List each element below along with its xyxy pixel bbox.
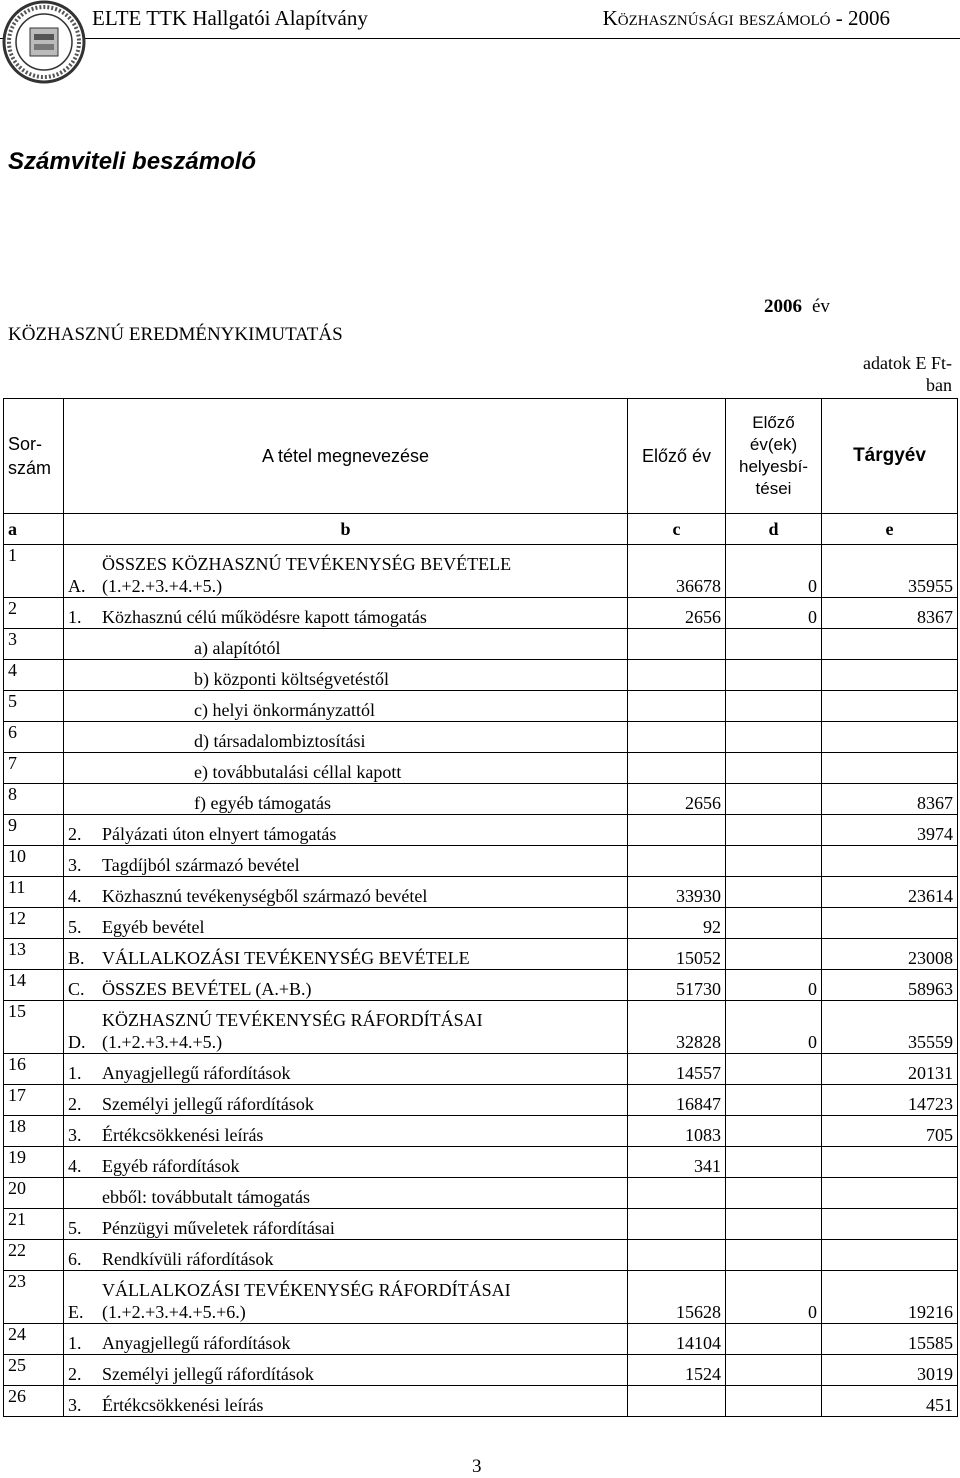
value-cur: 8367 [822, 784, 958, 815]
row-label-cell [64, 1085, 628, 1116]
value-prev: 14104 [628, 1324, 726, 1355]
row-number: 23 [4, 1271, 64, 1324]
value-prev [628, 846, 726, 877]
row-label-cell [64, 1054, 628, 1085]
value-adj [726, 1178, 822, 1209]
page-title: Számviteli beszámoló [8, 148, 257, 175]
value-adj [726, 1209, 822, 1240]
row-label: d) társadalombiztosítási [194, 731, 366, 751]
value-cur [822, 1209, 958, 1240]
row-number: 24 [4, 1324, 64, 1355]
row-label: Értékcsökkenési leírás [102, 1395, 264, 1415]
value-cur: 3019 [822, 1355, 958, 1386]
value-cur: 35955 [822, 545, 958, 598]
row-label: Pályázati úton elnyert támogatás [102, 824, 337, 844]
row-label-cell [64, 753, 628, 784]
row-label: ÖSSZES BEVÉTEL (A.+B.) [102, 979, 312, 999]
table-row [4, 939, 958, 970]
value-adj [726, 629, 822, 660]
value-prev: 51730 [628, 970, 726, 1001]
table-row [4, 1085, 958, 1116]
row-number: 13 [4, 939, 64, 970]
row-label-formula: (1.+2.+3.+4.+5.) [102, 576, 223, 596]
row-label-cell [64, 1355, 628, 1386]
row-label-cell [64, 939, 628, 970]
value-cur: 3974 [822, 815, 958, 846]
value-prev: 2656 [628, 598, 726, 629]
row-label: a) alapítótól [194, 638, 281, 658]
row-label: f) egyéb támogatás [194, 793, 331, 813]
value-cur: 14723 [822, 1085, 958, 1116]
university-seal-icon [2, 0, 86, 84]
row-label-cell [64, 598, 628, 629]
value-adj [726, 1355, 822, 1386]
value-prev [628, 722, 726, 753]
table-row [4, 1054, 958, 1085]
value-prev: 2656 [628, 784, 726, 815]
row-mark: 5. [68, 1218, 82, 1238]
row-number: 8 [4, 784, 64, 815]
row-label: Anyagjellegű ráfordítások [102, 1063, 291, 1083]
value-adj [726, 753, 822, 784]
row-label-cell [64, 1271, 628, 1324]
col-name: A tétel megnevezése [64, 399, 628, 514]
table-row [4, 908, 958, 939]
col-sorszam: Sor- szám [4, 399, 64, 514]
row-number: 4 [4, 660, 64, 691]
table-row [4, 598, 958, 629]
unit-note-line-2: ban [926, 375, 952, 395]
row-number: 12 [4, 908, 64, 939]
row-label: Pénzügyi műveletek ráfordításai [102, 1218, 335, 1238]
row-number: 11 [4, 877, 64, 908]
row-label: ÖSSZES KÖZHASZNÚ TEVÉKENYSÉG BEVÉTELE [102, 554, 512, 574]
table-row [4, 1209, 958, 1240]
value-prev [628, 1386, 726, 1417]
row-number: 6 [4, 722, 64, 753]
report-name: Közhasznúsági beszámoló - 2006 [602, 6, 890, 30]
value-prev [628, 753, 726, 784]
row-mark: E. [68, 1302, 84, 1322]
value-adj [726, 1324, 822, 1355]
value-adj [726, 660, 822, 691]
value-cur [822, 629, 958, 660]
row-label-cell [64, 1116, 628, 1147]
value-prev: 16847 [628, 1085, 726, 1116]
table-row [4, 1271, 958, 1324]
row-label-cell [64, 877, 628, 908]
value-prev [628, 660, 726, 691]
value-cur [822, 1147, 958, 1178]
row-label: Közhasznú tevékenységből származó bevétel [102, 886, 428, 906]
year-suffix: év [812, 296, 830, 317]
row-label: Személyi jellegű ráfordítások [102, 1364, 314, 1384]
table-row [4, 1178, 958, 1209]
value-adj [726, 1147, 822, 1178]
row-label-cell [64, 545, 628, 598]
year-value: 2006 [764, 296, 802, 317]
value-cur [822, 722, 958, 753]
income-statement-table [3, 398, 958, 1417]
table-row [4, 815, 958, 846]
row-mark: B. [68, 948, 85, 968]
value-adj [726, 815, 822, 846]
row-number: 3 [4, 629, 64, 660]
table-row [4, 1116, 958, 1147]
row-mark: 1. [68, 607, 82, 627]
value-adj [726, 784, 822, 815]
table-row [4, 1324, 958, 1355]
table-row [4, 753, 958, 784]
row-number: 16 [4, 1054, 64, 1085]
value-cur: 58963 [822, 970, 958, 1001]
value-cur: 705 [822, 1116, 958, 1147]
row-number: 22 [4, 1240, 64, 1271]
table-row [4, 629, 958, 660]
row-label-cell [64, 815, 628, 846]
row-number: 5 [4, 691, 64, 722]
row-label-cell [64, 1209, 628, 1240]
row-label: Értékcsökkenési leírás [102, 1125, 264, 1145]
row-label: e) továbbutalási céllal kapott [194, 762, 402, 782]
value-cur: 23008 [822, 939, 958, 970]
value-adj [726, 722, 822, 753]
col-adj: Előző év(ek) helyesbí- tései [726, 399, 822, 514]
row-number: 17 [4, 1085, 64, 1116]
value-prev [628, 691, 726, 722]
value-cur: 35559 [822, 1001, 958, 1054]
value-prev: 15628 [628, 1271, 726, 1324]
value-adj [726, 877, 822, 908]
value-cur [822, 691, 958, 722]
row-number: 15 [4, 1001, 64, 1054]
page-header [0, 0, 960, 39]
letter-e: e [822, 514, 958, 545]
table-row [4, 722, 958, 753]
value-prev: 15052 [628, 939, 726, 970]
row-label-cell [64, 1147, 628, 1178]
letter-d: d [726, 514, 822, 545]
row-label: KÖZHASZNÚ TEVÉKENYSÉG RÁFORDÍTÁSAI [102, 1010, 483, 1030]
row-label-cell [64, 846, 628, 877]
value-cur [822, 908, 958, 939]
row-number: 7 [4, 753, 64, 784]
value-adj: 0 [726, 1271, 822, 1324]
value-prev [628, 1209, 726, 1240]
row-mark: 2. [68, 1094, 82, 1114]
row-number: 20 [4, 1178, 64, 1209]
value-adj: 0 [726, 1001, 822, 1054]
row-label: Egyéb ráfordítások [102, 1156, 240, 1176]
row-label: VÁLLALKOZÁSI TEVÉKENYSÉG BEVÉTELE [102, 948, 470, 968]
row-mark: 2. [68, 824, 82, 844]
row-label: Rendkívüli ráfordítások [102, 1249, 274, 1269]
table-row [4, 660, 958, 691]
row-mark: 4. [68, 886, 82, 906]
row-label-cell [64, 722, 628, 753]
value-prev [628, 815, 726, 846]
row-label: Egyéb bevétel [102, 917, 205, 937]
value-adj: 0 [726, 545, 822, 598]
row-mark: 6. [68, 1249, 82, 1269]
value-prev: 14557 [628, 1054, 726, 1085]
value-adj [726, 908, 822, 939]
value-cur: 15585 [822, 1324, 958, 1355]
table-body [4, 545, 958, 1417]
table-row [4, 877, 958, 908]
row-label-cell [64, 1240, 628, 1271]
page-number: 3 [472, 1456, 482, 1477]
value-prev: 341 [628, 1147, 726, 1178]
value-prev [628, 1178, 726, 1209]
row-number: 21 [4, 1209, 64, 1240]
row-mark: 3. [68, 1125, 82, 1145]
value-cur: 451 [822, 1386, 958, 1417]
row-number: 14 [4, 970, 64, 1001]
row-number: 1 [4, 545, 64, 598]
row-number: 2 [4, 598, 64, 629]
value-prev: 92 [628, 908, 726, 939]
row-mark: 3. [68, 1395, 82, 1415]
value-adj [726, 1054, 822, 1085]
row-mark: 1. [68, 1333, 82, 1353]
value-prev: 36678 [628, 545, 726, 598]
table-row [4, 784, 958, 815]
row-label-cell [64, 908, 628, 939]
row-label: c) helyi önkormányzattól [194, 700, 375, 720]
col-prev: Előző év [628, 399, 726, 514]
col-current: Tárgyév [822, 399, 958, 514]
row-label-cell [64, 691, 628, 722]
table-row [4, 1355, 958, 1386]
letter-a: a [4, 514, 64, 545]
row-label: Anyagjellegű ráfordítások [102, 1333, 291, 1353]
row-number: 18 [4, 1116, 64, 1147]
row-mark: 2. [68, 1364, 82, 1384]
value-prev [628, 629, 726, 660]
value-adj: 0 [726, 598, 822, 629]
table-row [4, 970, 958, 1001]
value-prev: 1083 [628, 1116, 726, 1147]
row-label: Tagdíjból származó bevétel [102, 855, 300, 875]
row-label: ebből: továbbutalt támogatás [102, 1187, 310, 1207]
row-number: 19 [4, 1147, 64, 1178]
row-label-formula: (1.+2.+3.+4.+5.) [102, 1032, 223, 1052]
row-label: b) központi költségvetéstől [194, 669, 389, 689]
value-adj [726, 1085, 822, 1116]
value-prev [628, 1240, 726, 1271]
row-label-formula: (1.+2.+3.+4.+5.+6.) [102, 1302, 246, 1322]
letter-b: b [64, 514, 628, 545]
row-mark: D. [68, 1032, 86, 1052]
value-adj [726, 1386, 822, 1417]
value-adj [726, 691, 822, 722]
value-prev: 33930 [628, 877, 726, 908]
unit-note [822, 352, 952, 396]
letter-c: c [628, 514, 726, 545]
value-cur [822, 1178, 958, 1209]
row-mark: C. [68, 979, 85, 999]
value-cur [822, 753, 958, 784]
unit-note-line-1: adatok E Ft- [863, 353, 952, 373]
value-cur: 20131 [822, 1054, 958, 1085]
row-label-cell [64, 1386, 628, 1417]
table-row [4, 545, 958, 598]
table-row [4, 1147, 958, 1178]
organization-name: ELTE TTK Hallgatói Alapítvány [92, 6, 368, 30]
row-number: 9 [4, 815, 64, 846]
row-label-cell [64, 970, 628, 1001]
column-letters-row [4, 514, 958, 545]
row-label: VÁLLALKOZÁSI TEVÉKENYSÉG RÁFORDÍTÁSAI [102, 1280, 511, 1300]
row-label-cell [64, 660, 628, 691]
year-line [764, 296, 830, 318]
section-title: KÖZHASZNÚ EREDMÉNYKIMUTATÁS [8, 324, 343, 345]
row-label-cell [64, 1324, 628, 1355]
row-label-cell [64, 629, 628, 660]
table-header-row [4, 399, 958, 514]
row-number: 25 [4, 1355, 64, 1386]
table-row [4, 1001, 958, 1054]
value-cur: 19216 [822, 1271, 958, 1324]
value-cur [822, 1240, 958, 1271]
row-number: 10 [4, 846, 64, 877]
value-adj: 0 [726, 970, 822, 1001]
value-adj [726, 939, 822, 970]
value-prev: 1524 [628, 1355, 726, 1386]
value-cur: 23614 [822, 877, 958, 908]
value-cur: 8367 [822, 598, 958, 629]
value-adj [726, 846, 822, 877]
table-row [4, 1386, 958, 1417]
row-label-cell [64, 784, 628, 815]
row-label: Személyi jellegű ráfordítások [102, 1094, 314, 1114]
row-label-cell [64, 1001, 628, 1054]
row-mark: 4. [68, 1156, 82, 1176]
row-mark: A. [68, 576, 86, 596]
value-adj [726, 1116, 822, 1147]
value-adj [726, 1240, 822, 1271]
value-prev: 32828 [628, 1001, 726, 1054]
row-label-cell [64, 1178, 628, 1209]
value-cur [822, 660, 958, 691]
row-number: 26 [4, 1386, 64, 1417]
row-mark: 5. [68, 917, 82, 937]
table-row [4, 846, 958, 877]
row-mark: 3. [68, 855, 82, 875]
value-cur [822, 846, 958, 877]
row-mark: 1. [68, 1063, 82, 1083]
table-row [4, 1240, 958, 1271]
row-label: Közhasznú célú működésre kapott támogatás [102, 607, 427, 627]
table-row [4, 691, 958, 722]
